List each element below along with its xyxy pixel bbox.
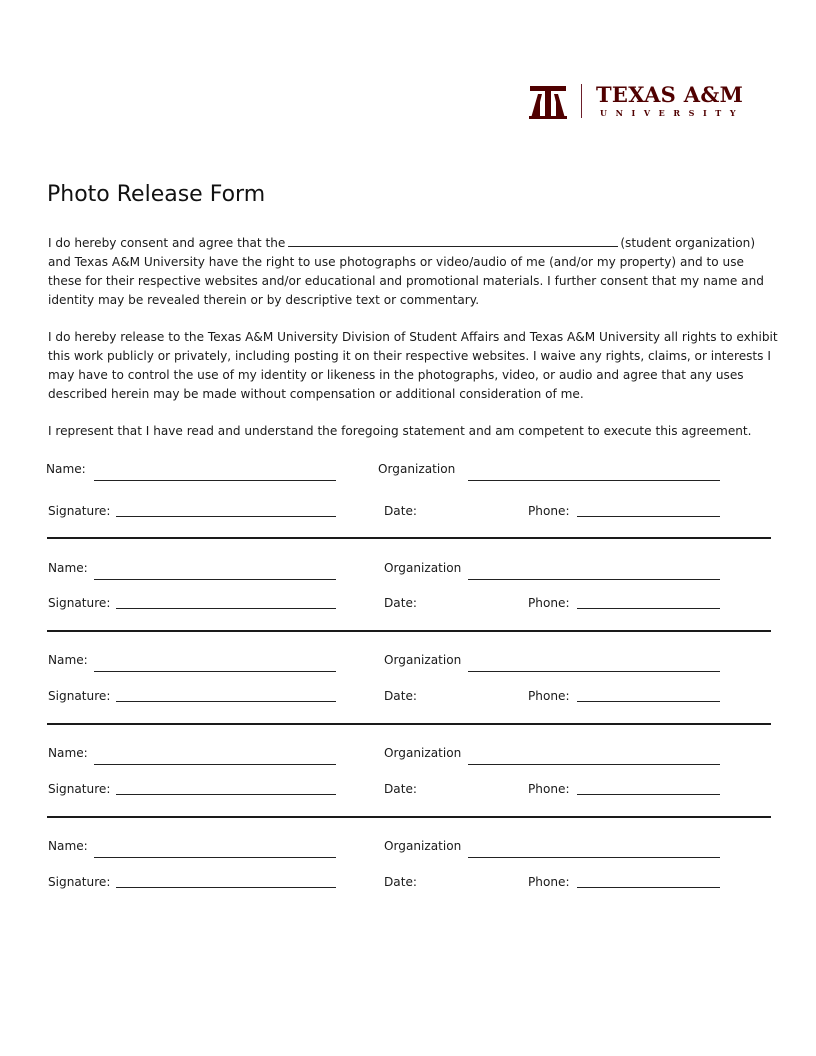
name-field[interactable]	[94, 764, 336, 765]
release-line-3: may have to control the use of my identity or likeness in the photographs, video, or audio and agree that any uses	[48, 368, 744, 382]
organization-label: Organization	[384, 561, 462, 575]
name-field[interactable]	[94, 857, 336, 858]
signature-label: Signature:	[48, 782, 111, 796]
name-label: Name:	[48, 561, 88, 575]
organization-blank[interactable]	[288, 235, 618, 247]
block-separator	[47, 816, 771, 818]
page-title: Photo Release Form	[47, 182, 266, 207]
phone-field[interactable]	[577, 701, 720, 702]
tamu-logo	[528, 82, 756, 122]
phone-label: Phone:	[528, 596, 570, 610]
release-line-4: described herein may be made without compensation or additional consideration of me.	[48, 387, 584, 401]
signature-field[interactable]	[116, 887, 336, 888]
signature-field[interactable]	[116, 794, 336, 795]
consent-line-1-start: I do hereby consent and agree that the	[48, 236, 286, 250]
name-field[interactable]	[94, 579, 336, 580]
representation-line: I represent that I have read and understand the foregoing statement and am competent to execute this agreement.	[48, 424, 752, 438]
organization-field[interactable]	[468, 857, 720, 858]
organization-field[interactable]	[468, 480, 720, 481]
date-label: Date:	[384, 782, 417, 796]
date-label: Date:	[384, 689, 417, 703]
name-label: Name:	[48, 653, 88, 667]
representation-paragraph	[48, 422, 768, 441]
organization-label: Organization	[384, 746, 462, 760]
name-label: Name:	[48, 839, 88, 853]
organization-field[interactable]	[468, 579, 720, 580]
phone-field[interactable]	[577, 516, 720, 517]
phone-label: Phone:	[528, 782, 570, 796]
release-line-2: this work publicly or privately, including posting it on their respective websites. I waive any rights, claims, or interests I	[48, 349, 771, 363]
consent-line-3: these for their respective websites and/or educational and promotional materials. I further consent that my name and	[48, 274, 764, 288]
signature-field[interactable]	[116, 608, 336, 609]
name-field[interactable]	[94, 480, 336, 481]
consent-line-4: identity may be revealed therein or by descriptive text or commentary.	[48, 293, 480, 307]
block-separator	[47, 630, 771, 632]
signature-label: Signature:	[48, 689, 111, 703]
logo-wordmark: TEXAS A&M	[596, 82, 744, 107]
signature-label: Signature:	[48, 875, 111, 889]
organization-label: Organization	[384, 839, 462, 853]
consent-paragraph	[48, 234, 768, 310]
organization-field[interactable]	[468, 764, 720, 765]
name-field[interactable]	[94, 671, 336, 672]
date-label: Date:	[384, 596, 417, 610]
signature-field[interactable]	[116, 701, 336, 702]
phone-label: Phone:	[528, 689, 570, 703]
tamu-atm-mark-icon	[528, 84, 568, 120]
phone-field[interactable]	[577, 794, 720, 795]
phone-field[interactable]	[577, 608, 720, 609]
phone-field[interactable]	[577, 887, 720, 888]
date-label: Date:	[384, 875, 417, 889]
phone-label: Phone:	[528, 504, 570, 518]
release-paragraph	[48, 328, 778, 404]
name-label: Name:	[46, 462, 86, 476]
release-line-1: I do hereby release to the Texas A&M University Division of Student Affairs and Texas A&M University all rights to exhibit	[48, 330, 778, 344]
block-separator	[47, 537, 771, 539]
logo-divider	[581, 84, 582, 118]
organization-field[interactable]	[468, 671, 720, 672]
signature-field[interactable]	[116, 516, 336, 517]
name-label: Name:	[48, 746, 88, 760]
consent-line-1	[48, 234, 768, 253]
consent-line-1-end: (student organization)	[620, 236, 756, 250]
block-separator	[47, 723, 771, 725]
logo-university-text: UNIVERSITY	[600, 108, 745, 118]
organization-label: Organization	[378, 462, 456, 476]
phone-label: Phone:	[528, 875, 570, 889]
organization-label: Organization	[384, 653, 462, 667]
date-label: Date:	[384, 504, 417, 518]
signature-label: Signature:	[48, 596, 111, 610]
consent-line-2: and Texas A&M University have the right to use photographs or video/audio of me (and/or my property) and to use	[48, 255, 744, 269]
signature-label: Signature:	[48, 504, 111, 518]
